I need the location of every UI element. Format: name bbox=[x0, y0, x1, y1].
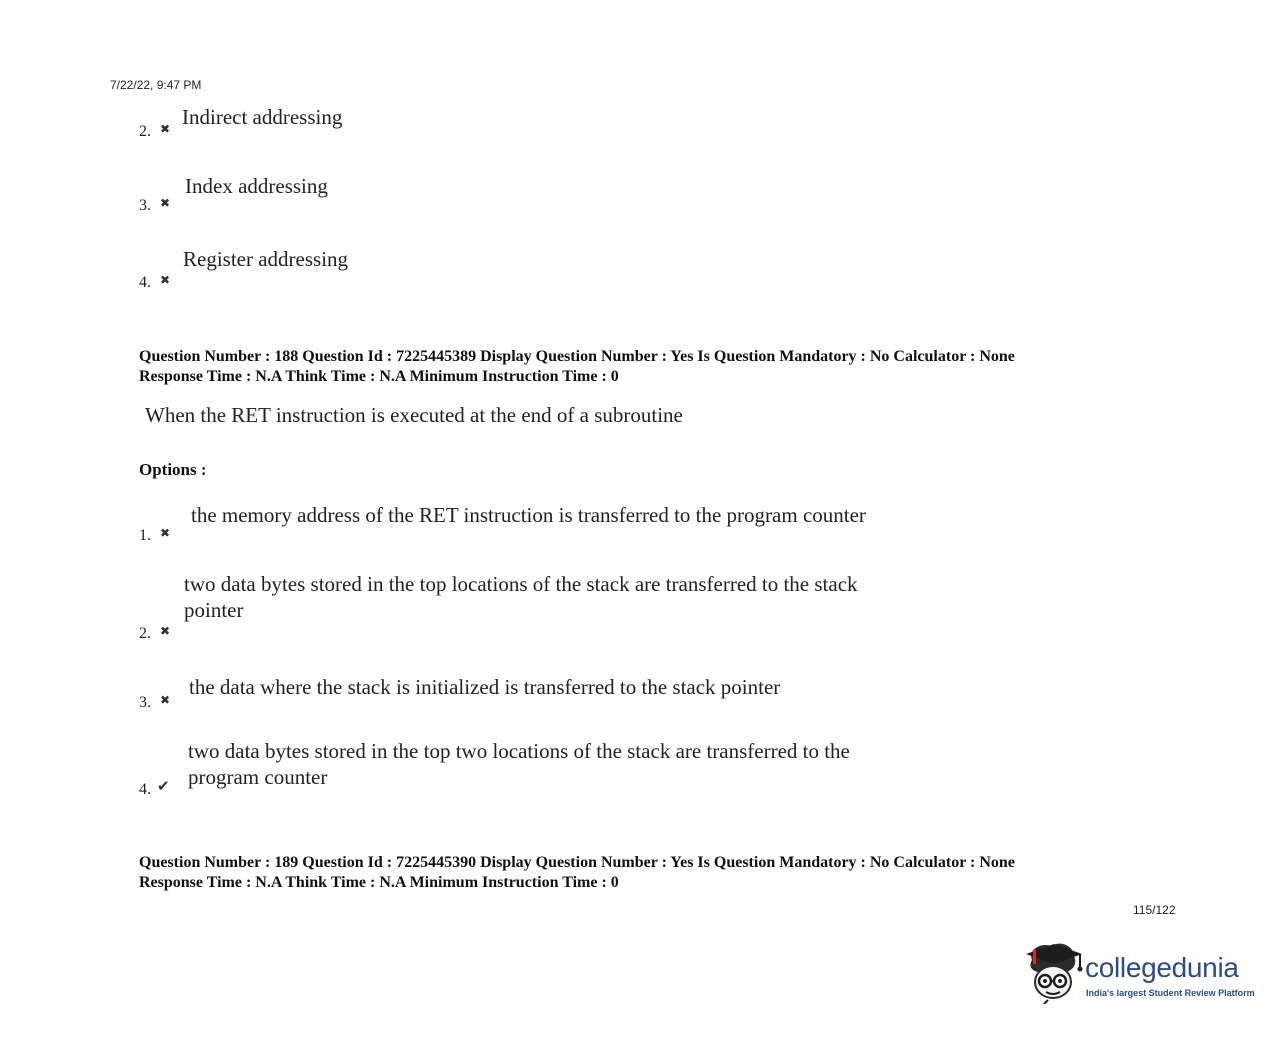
brand-tagline: India's largest Student Review Platform bbox=[1086, 988, 1255, 998]
cross-icon: ✖ bbox=[160, 273, 171, 287]
mascot-icon bbox=[1024, 938, 1084, 1004]
option-number: 3. bbox=[139, 694, 151, 711]
option-text: Register addressing bbox=[183, 247, 349, 271]
option-text: Index addressing bbox=[185, 174, 328, 198]
cross-icon: ✖ bbox=[160, 693, 171, 707]
brand-name: collegedunia bbox=[1085, 952, 1239, 983]
check-icon: ✔ bbox=[157, 777, 170, 795]
option-number: 1. bbox=[139, 527, 151, 544]
option-text: the data where the stack is initialized is transferred to the stack pointer bbox=[189, 675, 781, 699]
cross-icon: ✖ bbox=[160, 196, 171, 210]
cross-icon: ✖ bbox=[160, 624, 171, 638]
question-meta-line2: Response Time : N.A Think Time : N.A Minimum Instruction Time : 0 bbox=[139, 368, 619, 385]
option-number: 4. bbox=[139, 781, 151, 798]
collegedunia-logo bbox=[1024, 938, 1254, 1008]
cross-icon: ✖ bbox=[160, 526, 171, 540]
option-text-continued: program counter bbox=[188, 765, 328, 789]
question-meta-line1: Question Number : 189 Question Id : 7225445390 Display Question Number : Yes Is Question Mandatory : No Calculator : None bbox=[139, 854, 1015, 871]
option-text: two data bytes stored in the top locations of the stack are transferred to the stack bbox=[184, 572, 858, 596]
option-text: two data bytes stored in the top two locations of the stack are transferred to the bbox=[188, 739, 850, 763]
print-timestamp: 7/22/22, 9:47 PM bbox=[110, 78, 202, 92]
option-text: the memory address of the RET instruction is transferred to the program counter bbox=[191, 503, 866, 527]
option-text-continued: pointer bbox=[184, 598, 244, 622]
option-text: Indirect addressing bbox=[182, 105, 343, 129]
question-meta-line2: Response Time : N.A Think Time : N.A Minimum Instruction Time : 0 bbox=[139, 874, 619, 891]
option-number: 2. bbox=[139, 123, 151, 140]
cross-icon: ✖ bbox=[160, 122, 171, 136]
option-number: 4. bbox=[139, 274, 151, 291]
option-number: 3. bbox=[139, 197, 151, 214]
options-label: Options : bbox=[139, 460, 207, 479]
question-meta-line1: Question Number : 188 Question Id : 7225445389 Display Question Number : Yes Is Question Mandatory : No Calculator : None bbox=[139, 348, 1015, 365]
page-number: 115/122 bbox=[1133, 903, 1176, 917]
option-number: 2. bbox=[139, 625, 151, 642]
question-text: When the RET instruction is executed at the end of a subroutine bbox=[145, 403, 683, 427]
